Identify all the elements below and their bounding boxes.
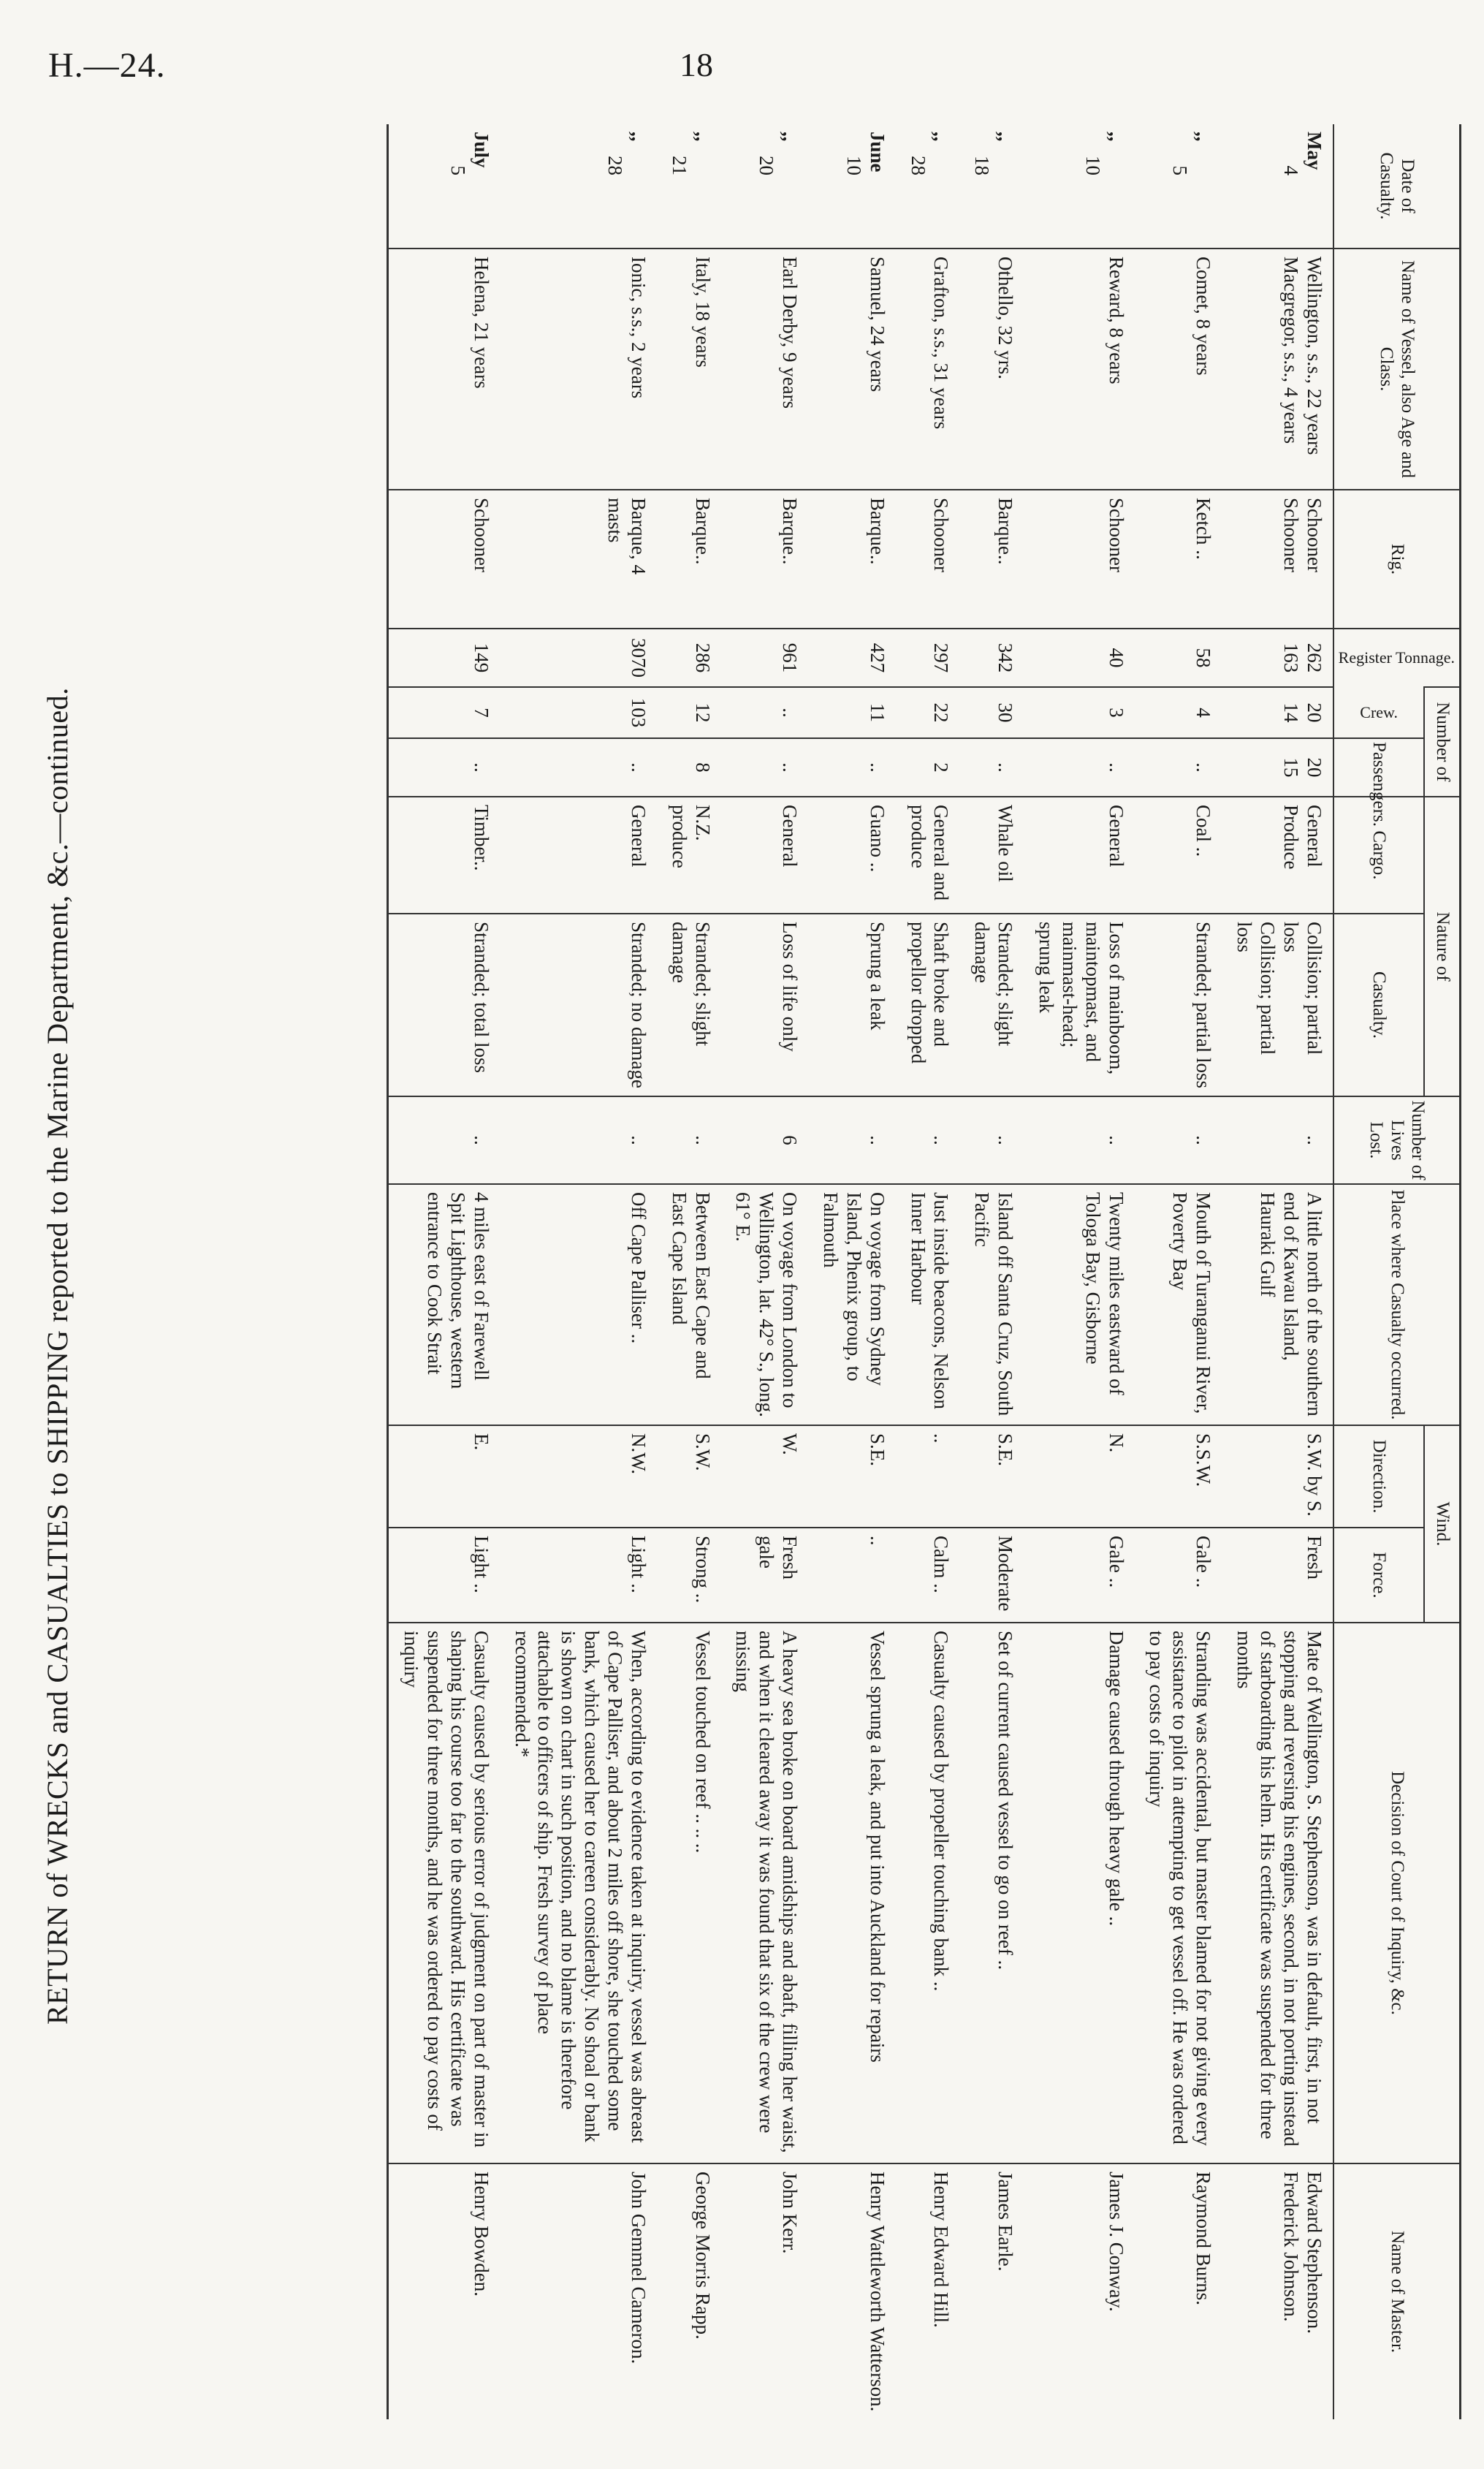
col-lives-header: Number of Lives Lost. xyxy=(1333,1096,1461,1184)
cell-casualty: Stranded; no damage xyxy=(500,914,657,1096)
cell-date: May4 xyxy=(1279,132,1325,175)
cell-passengers: .. xyxy=(721,738,809,797)
cell-master: George Morris Rapp. xyxy=(657,2163,721,2419)
cell-tonnage: 58 xyxy=(1135,629,1222,687)
table-row xyxy=(388,124,500,2419)
cell-cargo: General xyxy=(721,797,809,914)
cell-decision: Mate of Wellington, S. Stephenson, was in default, first, in not stopping and reversing his engines, second, in not porting instead of starboarding his helm. His certificate was suspended for three months xyxy=(1222,1623,1333,2163)
table-row xyxy=(1222,124,1333,2419)
cell-master: Edward Stephenson. Frederick Johnson. xyxy=(1222,2163,1333,2419)
cell-crew: 3 xyxy=(1024,687,1134,738)
cell-tonnage: 297 xyxy=(896,629,960,687)
table-row xyxy=(721,124,809,2419)
cell-decision: Vessel touched on reef .. .. .. xyxy=(657,1623,721,2163)
col-nature-of-header: Nature of xyxy=(1424,797,1461,1096)
cell-casualty: Collision; partial loss Collision; partial loss xyxy=(1222,914,1333,1096)
cell-lives: .. xyxy=(896,1096,960,1184)
table-row xyxy=(1135,124,1222,2419)
cell-casualty: Stranded; partial loss xyxy=(1135,914,1222,1096)
cell-crew: 30 xyxy=(959,687,1024,738)
table-body xyxy=(388,124,1333,2419)
cell-vessel: Earl Derby, 9 years xyxy=(721,249,809,490)
cell-vessel: Samuel, 24 years xyxy=(808,249,896,490)
col-crew-header: Crew. xyxy=(1333,687,1424,738)
cell-date: ,,21 xyxy=(668,132,714,175)
cell-master: Raymond Burns. xyxy=(1135,2163,1222,2419)
cell-vessel: Ionic, s.s., 2 years xyxy=(500,249,657,490)
cell-lives: .. xyxy=(1135,1096,1222,1184)
cell-vessel: Othello, 32 yrs. xyxy=(959,249,1024,490)
cell-force: Gale .. xyxy=(1135,1528,1222,1623)
cell-lives: .. xyxy=(959,1096,1024,1184)
col-rig-header: Rig. xyxy=(1333,490,1461,629)
cell-rig: Barque.. xyxy=(959,490,1024,629)
cell-place: On voyage from London to Wellington, lat. 42° S., long. 61° E. xyxy=(721,1184,809,1425)
cell-cargo: Timber.. xyxy=(388,797,500,914)
cell-passengers: .. xyxy=(388,738,500,797)
cell-lives: .. xyxy=(1222,1096,1333,1184)
table-row xyxy=(959,124,1024,2419)
cell-crew: 12 xyxy=(657,687,721,738)
cell-cargo: General and produce xyxy=(896,797,960,914)
cell-passengers: .. xyxy=(959,738,1024,797)
cell-force: .. xyxy=(808,1528,896,1623)
cell-place: Mouth of Turanganui River, Poverty Bay xyxy=(1135,1184,1222,1425)
cell-passengers: 2 xyxy=(896,738,960,797)
cell-rig: Schooner xyxy=(388,490,500,629)
cell-casualty: Stranded; slight damage xyxy=(657,914,721,1096)
cell-lives: .. xyxy=(657,1096,721,1184)
cell-force: Calm .. xyxy=(896,1528,960,1623)
cell-date: ,,20 xyxy=(756,132,802,175)
cell-force: Light .. xyxy=(388,1528,500,1623)
col-passengers-header: Passengers. xyxy=(1333,738,1424,797)
cell-vessel: Grafton, s.s., 31 years xyxy=(896,249,960,490)
cell-direction: S.W. xyxy=(657,1425,721,1528)
report-code: H.—24. xyxy=(48,46,166,85)
cell-vessel: Comet, 8 years xyxy=(1135,249,1222,490)
cell-casualty: Sprung a leak xyxy=(808,914,896,1096)
cell-rig: Ketch .. xyxy=(1135,490,1222,629)
col-place-header: Place where Casualty occurred. xyxy=(1333,1184,1461,1425)
col-vessel-header: Name of Vessel, also Age and Class. xyxy=(1333,249,1461,490)
cell-casualty: Loss of mainboom, maintopmast, and mainmast-head; sprung leak xyxy=(1024,914,1134,1096)
cell-cargo: Whale oil xyxy=(959,797,1024,914)
cell-cargo: N.Z. produce xyxy=(657,797,721,914)
cell-tonnage: 342 xyxy=(959,629,1024,687)
cell-cargo: Guano .. xyxy=(808,797,896,914)
cell-force: Strong .. xyxy=(657,1528,721,1623)
cell-direction: S.E. xyxy=(808,1425,896,1528)
cell-decision: Stranding was accidental, but master blamed for not giving every assistance to pilot in attempting to get vessel off. He was ordered to pay costs of inquiry xyxy=(1135,1623,1222,2163)
cell-passengers: 8 xyxy=(657,738,721,797)
cell-place: Island off Santa Cruz, South Pacific xyxy=(959,1184,1024,1425)
cell-lives: .. xyxy=(388,1096,500,1184)
cell-force: Gale .. xyxy=(1024,1528,1134,1623)
cell-force: Fresh xyxy=(1222,1528,1333,1623)
cell-master: James Earle. xyxy=(959,2163,1024,2419)
cell-master: Henry Edward Hill. xyxy=(896,2163,960,2419)
cell-crew: 11 xyxy=(808,687,896,738)
cell-crew: 22 xyxy=(896,687,960,738)
cell-crew: 7 xyxy=(388,687,500,738)
rotated-table-container xyxy=(117,124,1461,2419)
cell-decision: Damage caused through heavy gale .. xyxy=(1024,1623,1134,2163)
cell-place: Twenty miles eastward of Tologa Bay, Gisborne xyxy=(1024,1184,1134,1425)
cell-decision: When, according to evidence taken at inquiry, vessel was abreast of Cape Palliser, and about 2 miles off shore, she touched some bank, which caused her to careen considerably. No shoal or bank is shown on chart in such position, and no blame is therefore attachable to officers of ship. Fresh survey of place recommended.* xyxy=(500,1623,657,2163)
table-row xyxy=(808,124,896,2419)
table-row xyxy=(500,124,657,2419)
cell-casualty: Stranded; slight damage xyxy=(959,914,1024,1096)
cell-direction: N.W. xyxy=(500,1425,657,1528)
cell-direction: S.E. xyxy=(959,1425,1024,1528)
table-title: RETURN of WRECKS and CASUALTIES to SHIPPING reported to the Marine Department, &c.—continued. xyxy=(41,687,74,2025)
cell-casualty: Stranded; total loss xyxy=(388,914,500,1096)
cell-cargo: Coal .. xyxy=(1135,797,1222,914)
cell-place: Between East Cape and East Cape Island xyxy=(657,1184,721,1425)
cell-rig: Schooner Schooner xyxy=(1222,490,1333,629)
cell-casualty: Loss of life only xyxy=(721,914,809,1096)
cell-direction: E. xyxy=(388,1425,500,1528)
cell-vessel: Helena, 21 years xyxy=(388,249,500,490)
cell-rig: Barque.. xyxy=(721,490,809,629)
cell-date: June10 xyxy=(842,132,889,175)
col-wind-header: Wind. xyxy=(1424,1425,1461,1623)
cell-tonnage: 286 xyxy=(657,629,721,687)
cell-direction: W. xyxy=(721,1425,809,1528)
cell-date: July5 xyxy=(388,124,500,249)
col-number-of-header: Number of xyxy=(1424,687,1461,797)
cell-rig: Barque.. xyxy=(657,490,721,629)
cell-rig: Barque, 4 masts xyxy=(500,490,657,629)
col-force-header: Force. xyxy=(1333,1528,1424,1623)
table-row xyxy=(896,124,960,2419)
cell-lives: .. xyxy=(1024,1096,1134,1184)
table-row xyxy=(1024,124,1134,2419)
cell-vessel: Wellington, s.s., 22 years Macgregor, s.s., 4 years xyxy=(1222,249,1333,490)
cell-direction: S.S.W. xyxy=(1135,1425,1222,1528)
cell-passengers: .. xyxy=(500,738,657,797)
cell-tonnage: 149 xyxy=(388,629,500,687)
col-decision-header: Decision of Court of Inquiry, &c. xyxy=(1333,1623,1461,2163)
cell-master: John Kerr. xyxy=(721,2163,809,2419)
cell-crew: 4 xyxy=(1135,687,1222,738)
col-tonnage-header: Register Tonnage. xyxy=(1333,629,1461,687)
cell-master: Henry Bowden. xyxy=(388,2163,500,2419)
cell-direction: S.W. by S. xyxy=(1222,1425,1333,1528)
cell-tonnage: 40 xyxy=(1024,629,1134,687)
cell-master: James J. Conway. xyxy=(1024,2163,1134,2419)
cell-cargo: General xyxy=(500,797,657,914)
cell-date: ,,28 xyxy=(907,132,953,175)
cell-passengers: .. xyxy=(1135,738,1222,797)
cell-vessel: Italy, 18 years xyxy=(657,249,721,490)
cell-direction: .. xyxy=(896,1425,960,1528)
cell-passengers: .. xyxy=(808,738,896,797)
cell-force: Moderate xyxy=(959,1528,1024,1623)
cell-force: Fresh gale xyxy=(721,1528,809,1623)
cell-cargo: General xyxy=(1024,797,1134,914)
cell-place: Off Cape Palliser .. xyxy=(500,1184,657,1425)
cell-cargo: General Produce xyxy=(1222,797,1333,914)
cell-lives: 6 xyxy=(721,1096,809,1184)
cell-place: On voyage from Sydney Island, Phenix group, to Falmouth xyxy=(808,1184,896,1425)
cell-decision: Set of current caused vessel to go on reef .. xyxy=(959,1623,1024,2163)
cell-lives: .. xyxy=(808,1096,896,1184)
cell-tonnage: 961 xyxy=(721,629,809,687)
cell-master: Henry Wattleworth Watterson. xyxy=(808,2163,896,2419)
cell-place: A little north of the southern end of Kawau Island, Hauraki Gulf xyxy=(1222,1184,1333,1425)
cell-date: ,,10 xyxy=(1081,132,1127,175)
col-date-header: Date of Casualty. xyxy=(1333,124,1461,249)
col-direction-header: Direction. xyxy=(1333,1425,1424,1528)
cell-date: ,,5 xyxy=(1169,132,1215,175)
cell-crew: 20 14 xyxy=(1222,687,1333,738)
cell-force: Light .. xyxy=(500,1528,657,1623)
cell-rig: Schooner xyxy=(1024,490,1134,629)
cell-crew: 103 xyxy=(500,687,657,738)
cell-rig: Schooner xyxy=(896,490,960,629)
table-row xyxy=(657,124,721,2419)
col-casualty-header: Casualty. xyxy=(1333,914,1424,1096)
cell-place: 4 miles east of Farewell Spit Lighthouse, western entrance to Cook Strait xyxy=(388,1184,500,1425)
cell-crew: .. xyxy=(721,687,809,738)
cell-date: ,,28 xyxy=(604,132,650,175)
cell-master: John Gemmel Cameron. xyxy=(500,2163,657,2419)
cell-tonnage: 3070 xyxy=(500,629,657,687)
cell-lives: .. xyxy=(500,1096,657,1184)
page-number: 18 xyxy=(680,46,713,83)
cell-decision: A heavy sea broke on board amidships and abaft, filling her waist, and when it cleared away it was found that six of the crew were missing xyxy=(721,1623,809,2163)
cell-passengers: .. xyxy=(1024,738,1134,797)
col-cargo-header: Cargo. xyxy=(1333,797,1424,914)
casualty-table xyxy=(387,124,1461,2419)
cell-rig: Barque.. xyxy=(808,490,896,629)
cell-date: ,,18 xyxy=(971,132,1017,175)
cell-casualty: Shaft broke and propellor dropped xyxy=(896,914,960,1096)
cell-place: Just inside beacons, Nelson Inner Harbour xyxy=(896,1184,960,1425)
cell-passengers: 20 15 xyxy=(1222,738,1333,797)
cell-vessel: Reward, 8 years xyxy=(1024,249,1134,490)
cell-direction: N. xyxy=(1024,1425,1134,1528)
cell-tonnage: 427 xyxy=(808,629,896,687)
cell-tonnage: 262 163 xyxy=(1222,629,1333,687)
cell-decision: Vessel sprung a leak, and put into Auckland for repairs xyxy=(808,1623,896,2163)
cell-decision: Casualty caused by serious error of judgment on part of master in shaping his course too far to the southward. His certificate was suspended for three months, and he was ordered to pay costs of inquiry xyxy=(388,1623,500,2163)
cell-decision: Casualty caused by propeller touching bank .. xyxy=(896,1623,960,2163)
col-master-header: Name of Master. xyxy=(1333,2163,1461,2419)
